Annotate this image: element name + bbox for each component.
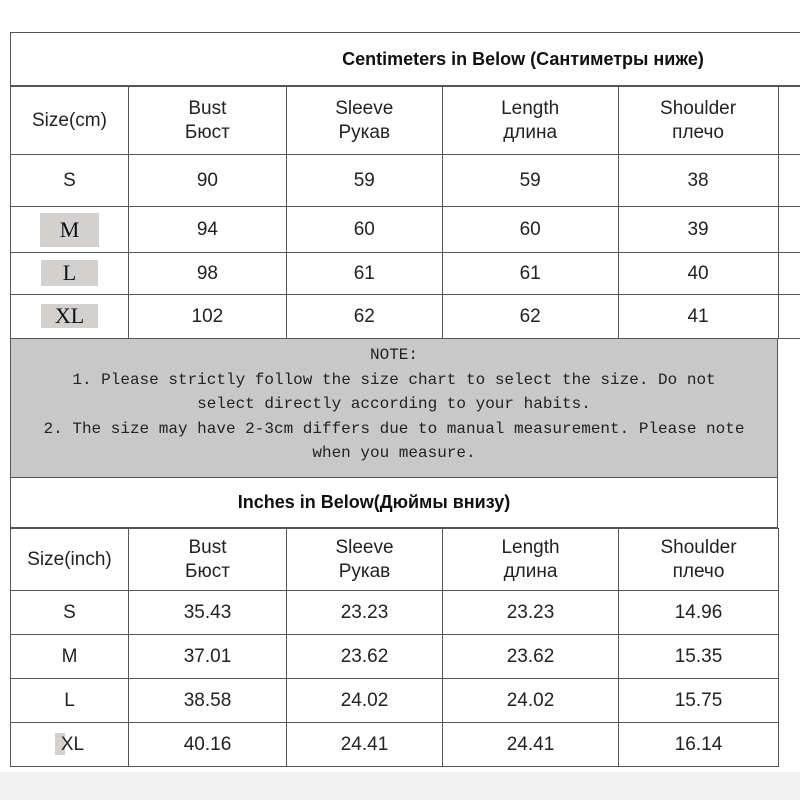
inch-size-table — [10, 528, 779, 767]
shoulder-cell: 16.14 — [619, 723, 779, 767]
size-chart — [10, 32, 800, 772]
shoulder-cell: 15.75 — [619, 679, 779, 723]
header-sleeve: Sleeve Рукав — [287, 529, 443, 591]
size-cell: M — [11, 635, 129, 679]
cm-section-title: Centimeters in Below (Сантиметры ниже) — [10, 32, 800, 86]
header-shoulder: Shoulder плечо — [618, 87, 778, 155]
spacer-cell — [778, 295, 800, 339]
sleeve-cell: 59 — [286, 155, 442, 207]
header-bust: Bust Бюст — [129, 529, 287, 591]
bust-cell: 37.01 — [129, 635, 287, 679]
sleeve-cell: 24.41 — [287, 723, 443, 767]
table-row — [11, 591, 779, 635]
size-cell — [11, 207, 129, 253]
note-heading: NOTE: — [369, 346, 418, 364]
table-row — [11, 155, 800, 207]
size-label-m: M — [40, 213, 100, 247]
size-cell: S — [11, 155, 129, 207]
shoulder-cell: 38 — [618, 155, 778, 207]
length-cell: 60 — [442, 207, 618, 253]
header-size: Size(inch) — [11, 529, 129, 591]
note-box — [10, 338, 778, 478]
length-cell: 61 — [442, 253, 618, 295]
header-shoulder: Shoulder плечо — [619, 529, 779, 591]
spacer-cell — [778, 155, 800, 207]
length-cell: 24.02 — [443, 679, 619, 723]
bust-cell: 40.16 — [129, 723, 287, 767]
shoulder-cell: 41 — [618, 295, 778, 339]
size-cell — [11, 295, 129, 339]
sleeve-cell: 61 — [286, 253, 442, 295]
spacer-cell — [778, 87, 800, 155]
spacer-cell — [778, 207, 800, 253]
note-line-3: 2. The size may have 2-3cm differs due to manual measurement. Please note — [43, 419, 745, 438]
size-cell: S — [11, 591, 129, 635]
spacer-cell — [778, 253, 800, 295]
inch-section-title: Inches in Below(Дюймы внизу) — [10, 478, 778, 528]
table-row — [11, 295, 800, 339]
sleeve-cell: 23.23 — [287, 591, 443, 635]
table-row — [11, 207, 800, 253]
header-size: Size(cm) — [11, 87, 129, 155]
bottom-margin — [0, 772, 800, 800]
sleeve-cell: 24.02 — [287, 679, 443, 723]
shoulder-cell: 15.35 — [619, 635, 779, 679]
size-label-xl: XL — [41, 304, 98, 328]
note-line-2: select directly according to your habits. — [197, 395, 591, 413]
table-header-row — [11, 87, 800, 155]
cm-size-table — [10, 86, 800, 339]
bust-cell: 94 — [128, 207, 286, 253]
table-header-row — [11, 529, 779, 591]
length-cell: 62 — [442, 295, 618, 339]
header-length: Length длина — [443, 529, 619, 591]
bust-cell: 90 — [128, 155, 286, 207]
size-cell — [11, 253, 129, 295]
header-length: Length длина — [442, 87, 618, 155]
bust-cell: 102 — [128, 295, 286, 339]
shoulder-cell: 14.96 — [619, 591, 779, 635]
bust-cell: 35.43 — [129, 591, 287, 635]
size-cell: L — [11, 679, 129, 723]
header-sleeve: Sleeve Рукав — [286, 87, 442, 155]
sleeve-cell: 23.62 — [287, 635, 443, 679]
size-label-l: L — [41, 260, 98, 286]
length-cell: 23.23 — [443, 591, 619, 635]
note-line-1: 1. Please strictly follow the size chart to select the size. Do not — [72, 370, 716, 389]
table-row — [11, 635, 779, 679]
shoulder-cell: 40 — [618, 253, 778, 295]
shoulder-cell: 39 — [618, 207, 778, 253]
length-cell: 24.41 — [443, 723, 619, 767]
length-cell: 23.62 — [443, 635, 619, 679]
table-row — [11, 253, 800, 295]
note-line-4: when you measure. — [312, 444, 476, 462]
length-cell: 59 — [442, 155, 618, 207]
bust-cell: 98 — [128, 253, 286, 295]
header-bust: Bust Бюст — [128, 87, 286, 155]
bust-cell: 38.58 — [129, 679, 287, 723]
sleeve-cell: 62 — [286, 295, 442, 339]
sleeve-cell: 60 — [286, 207, 442, 253]
table-row — [11, 723, 779, 767]
size-cell: XL — [11, 723, 129, 767]
table-row — [11, 679, 779, 723]
